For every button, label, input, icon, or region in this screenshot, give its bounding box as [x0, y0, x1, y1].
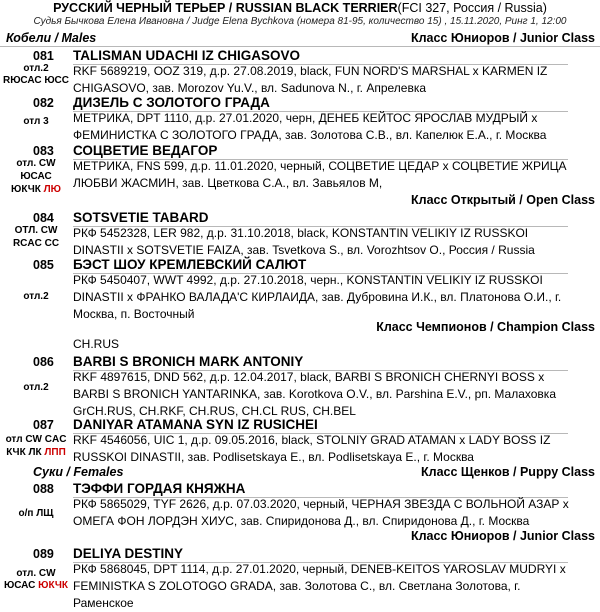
class-junior-females: Класс Юниоров / Junior Class	[410, 529, 595, 543]
grade: отл.2	[23, 382, 49, 393]
entry-number: 082	[33, 96, 54, 110]
dog-details: RKF 4546056, UIC 1, д.р. 09.05.2016, black, STOLNIY GRAD ATAMAN x LADY BOSS IZ RUSSKOI DINASTII, зав. Podlisetskaya E., вл. Podlisetskaya E., г. Москва	[73, 433, 551, 464]
grade: ОТЛ. CW	[14, 225, 58, 236]
class-open: Класс Открытый / Open Class	[411, 193, 595, 207]
dog-titles: GrCH.RUS, CH.RKF, CH.RUS, CH.CL RUS, CH.BEL	[73, 404, 356, 418]
grade: отл. CW	[16, 158, 56, 169]
dog-details: МЕТРИКА, FNS 599, д.р. 11.01.2020, черный, СОЦВЕТИЕ ЦЕДАР x СОЦВЕТИЕ ЖРИЦА ЛЮБВИ ЖАСМИН, зав. Цветкова С.А., вл. Завьялов М,	[73, 159, 567, 190]
dog-name: СОЦВЕТИЕ ВЕДАГОР	[73, 143, 218, 158]
dog-name: БЭСТ ШОУ КРЕМЛЕВСКИЙ САЛЮТ	[73, 257, 307, 272]
dog-details: РКФ 5450407, WWT 4992, д.р. 27.10.2018, черн., KONSTANTIN VELIKIY IZ RUSSKOI DINASTII x ФРАНКО ВАЛАДА'С КИРЛАИДА, зав. Дубровина И.К., вл. Платонова О.И., г. Москва, п. Восточный	[73, 273, 562, 321]
grade: отл 3	[23, 116, 49, 127]
catalog-title: РУССКИЙ ЧЕРНЫЙ ТЕРЬЕР / RUSSIAN BLACK TERRIER(FCI 327, Россия / Russia)	[53, 1, 547, 15]
grade: RЮСАС ЮСС	[3, 75, 69, 86]
dog-titles: CH.RUS	[73, 337, 120, 351]
section-males: Кобели / Males	[6, 31, 97, 45]
dog-name: SOTSVETIE TABARD	[73, 210, 209, 225]
grade: ЮКЧК ЛЮ	[11, 184, 61, 195]
class-champion: Класс Чемпионов / Champion Class	[376, 320, 595, 334]
dog-name: TALISMAN UDACHI IZ CHIGASOVO	[73, 48, 300, 63]
section-females: Суки / Females	[33, 465, 124, 479]
entry-number: 084	[33, 211, 54, 225]
dog-details: RKF 4897615, DND 562, д.р. 12.04.2017, black, BARBI S BRONICH CHERNYI BOSS x BARBI S BRONICH YANTARINKA, зав. Korotkova O.V., вл. Parshina E.V., рп. Малаховка	[73, 370, 556, 401]
class-puppy: Класс Щенков / Puppy Class	[421, 465, 595, 479]
entry-number: 086	[33, 355, 54, 369]
dog-name: ДИЗЕЛЬ С ЗОЛОТОГО ГРАДА	[73, 95, 270, 110]
dog-details: МЕТРИКА, DPT 1110, д.р. 27.01.2020, черн, ДЕНЕБ КЕЙТОС ЯРОСЛАВ МУДРЫЙ x ФЕМИНИСТКА С ЗОЛОТОГО ГРАДА, зав. Золотова С.В., вл. Капелюк Е.А., г. Москва	[73, 111, 547, 142]
grade: ЮСАС ЮКЧК	[4, 580, 68, 591]
grade: о/п ЛЩ	[18, 508, 54, 519]
entry-number: 087	[33, 418, 54, 432]
grade: отл.2	[23, 291, 49, 302]
grade: КЧК ЛК ЛПП	[6, 447, 66, 458]
judge-info: Судья Бычкова Елена Ивановна / Judge Elena Bychkova (номера 81-95, количество 15) , 15.11.2020, Ринг 1, 12:00	[33, 16, 567, 27]
grade: RCAC CC	[12, 238, 60, 249]
dog-details: РКФ 5868045, DPT 1114, д.р. 27.01.2020, черный, DENEB-KEITOS YAROSLAV MUDRYI x FEMINISTKA S ZOLOTOGO GRADA, зав. Золотова С., вл. Светлана Золотова, г. Раменское	[73, 562, 566, 610]
entry-number: 085	[33, 258, 54, 272]
grade: отл CW CAC	[5, 434, 67, 445]
dog-name: DELIYA DESTINY	[73, 546, 184, 561]
dog-name: DANIYAR ATAMANA SYN IZ RUSICHEI	[73, 417, 318, 432]
entry-number: 088	[33, 482, 54, 496]
dog-details: РКФ 5865029, TYF 2626, д.р. 07.03.2020, черный, ЧЕРНАЯ ЗВЕЗДА С ВОЛЬНОЙ АЗАР x ОМЕГА ФОН ЛОРДЭН ХИУС, зав. Спиридонова Д., вл. Спиридонова Д., г. Москва	[73, 497, 569, 528]
class-junior: Класс Юниоров / Junior Class	[410, 31, 595, 45]
dog-name: BARBI S BRONICH MARK ANTONIY	[73, 354, 304, 369]
entry-number: 089	[33, 547, 54, 561]
entry-number: 083	[33, 144, 54, 158]
divider	[0, 46, 600, 47]
grade: отл. CW	[16, 568, 56, 579]
dog-name: ТЭФФИ ГОРДАЯ КНЯЖНА	[73, 481, 246, 496]
dog-details: RKF 5689219, OOZ 319, д.р. 27.08.2019, black, FUN NORD'S MARSHAL x KARMEN IZ CHIGASOVO, зав. Morozov Yu.V., вл. Sadunova N., г. Апрелевка	[73, 64, 548, 95]
grade: ЮСАС	[20, 171, 52, 182]
grade: отл.2	[23, 63, 49, 74]
dog-details: РКФ 5452328, LER 982, д.р. 31.10.2018, black, KONSTANTIN VELIKIY IZ RUSSKOI DINASTII x SOTSVETIE FAIZA, зав. Tsvetkova S., вл. Vorozhtsov O., Россия / Russia	[73, 226, 535, 257]
entry-number: 081	[33, 49, 54, 63]
